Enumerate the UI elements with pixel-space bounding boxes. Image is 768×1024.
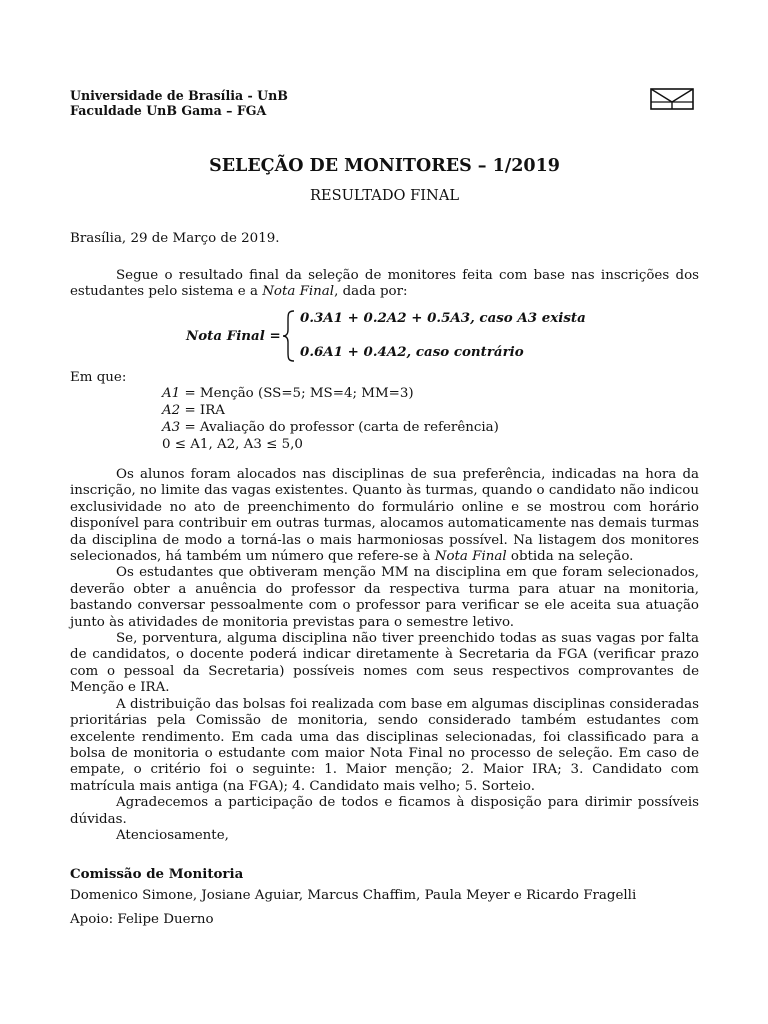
definition-text: = IRA: [180, 403, 225, 418]
document-subtitle: RESULTADO FINAL: [309, 187, 460, 204]
definition-item: [162, 402, 499, 419]
definition-var: A3: [162, 420, 181, 435]
paragraph-vacancies: Se, porventura, alguma disciplina não tiver preenchido todas as suas vagas por falta de candidatos, o docente poderá indicar diretamente à Secretaria da FGA (verificar prazo com o pessoal da Secretaria) possíveis nomes com seus respectivos comprovantes de Menção e IRA.: [70, 631, 699, 696]
definition-text: 0 ≤ A1, A2, A3 ≤ 5,0: [162, 437, 303, 452]
document-page: [70, 0, 699, 1024]
institution-header: [70, 88, 288, 118]
definition-var: A2: [162, 403, 181, 418]
paragraph-term: Nota Final: [434, 549, 507, 565]
definition-item: [162, 385, 499, 402]
definition-text: = Avaliação do professor (carta de referência): [180, 420, 499, 435]
definition-item: [162, 436, 499, 453]
intro-paragraph: [70, 268, 699, 301]
paragraph-text: obtida na seleção.: [506, 549, 634, 565]
formula-lhs: Nota Final =: [186, 328, 281, 344]
definition-item: [162, 419, 499, 436]
definitions-list: [162, 385, 499, 453]
definitions-heading: Em que:: [70, 370, 127, 385]
formula-case-2: 0.6A1 + 0.4A2, caso contrário: [300, 344, 524, 360]
support-staff: Apoio: Felipe Duerno: [70, 912, 214, 927]
paragraph-text: Os alunos foram alocados nas disciplinas de sua preferência, indicadas na hora da inscrição, no limite das vagas existentes. Quanto às turmas, quando o candidato não indicou exclusividade no ato de preenchimento do formulário online e se mostrou com horário disponível para contribuir em outras turmas, alocamos automaticamente nas demais turmas da disciplina de modo a torná-las o mais harmoniosas possível. Na listagem dos monitores selecionados, há também um número que refere-se à: [70, 467, 699, 565]
paragraph-allocation: [70, 467, 699, 565]
document-body: [70, 467, 699, 844]
document-date: Brasília, 29 de Março de 2019.: [70, 231, 280, 246]
intro-term: Nota Final: [262, 284, 335, 300]
paragraph-scholarships: A distribuição das bolsas foi realizada com base em algumas disciplinas consideradas prioritárias pela Comissão de monitoria, sendo considerado também estudantes com excelente rendimento. Em cada uma das disciplinas selecionadas, foi classificado para a bolsa de monitoria o estudante com maior Nota Final no processo de seleção. Em caso de empate, o critério foi o seguinte: 1. Maior menção; 2. Maior IRA; 3. Candidato com matrícula mais antiga (na FGA); 4. Candidato mais velho; 5. Sorteio.: [70, 696, 699, 794]
institution-line-1: Universidade de Brasília - UnB: [70, 88, 288, 103]
paragraph-closing: Atenciosamente,: [116, 827, 229, 843]
paragraph-thanks: Agradecemos a participação de todos e ficamos à disposição para dirimir possíveis dúvidas.: [70, 795, 699, 827]
final-grade-formula: [186, 308, 606, 364]
institution-line-2: Faculdade UnB Gama – FGA: [70, 103, 267, 118]
intro-suffix: , dada por:: [334, 284, 408, 300]
document-title: SELEÇÃO DE MONITORES – 1/2019: [209, 156, 560, 176]
committee-members: Domenico Simone, Josiane Aguiar, Marcus Chaffim, Paula Meyer e Ricardo Fragelli: [70, 888, 637, 903]
curly-brace-icon: [282, 310, 296, 362]
committee-name: Comissão de Monitoria: [70, 866, 244, 882]
definition-text: = Menção (SS=5; MS=4; MM=3): [180, 386, 414, 401]
paragraph-mm-students: Os estudantes que obtiveram menção MM na disciplina em que foram selecionados, deverão obter a anuência do professor da respectiva turma para atuar na monitoria, bastando conversar pessoalmente com o professor para verificar se ele aceita sua atuação junto às atividades de monitoria previstas para o semestre letivo.: [70, 565, 699, 630]
intro-text: Segue o resultado final da seleção de monitores feita com base nas inscrições dos estudantes pelo sistema e a: [70, 268, 699, 300]
unb-logo-icon: [650, 88, 694, 110]
formula-case-1: 0.3A1 + 0.2A2 + 0.5A3, caso A3 exista: [300, 310, 586, 326]
definition-var: A1: [162, 386, 181, 401]
